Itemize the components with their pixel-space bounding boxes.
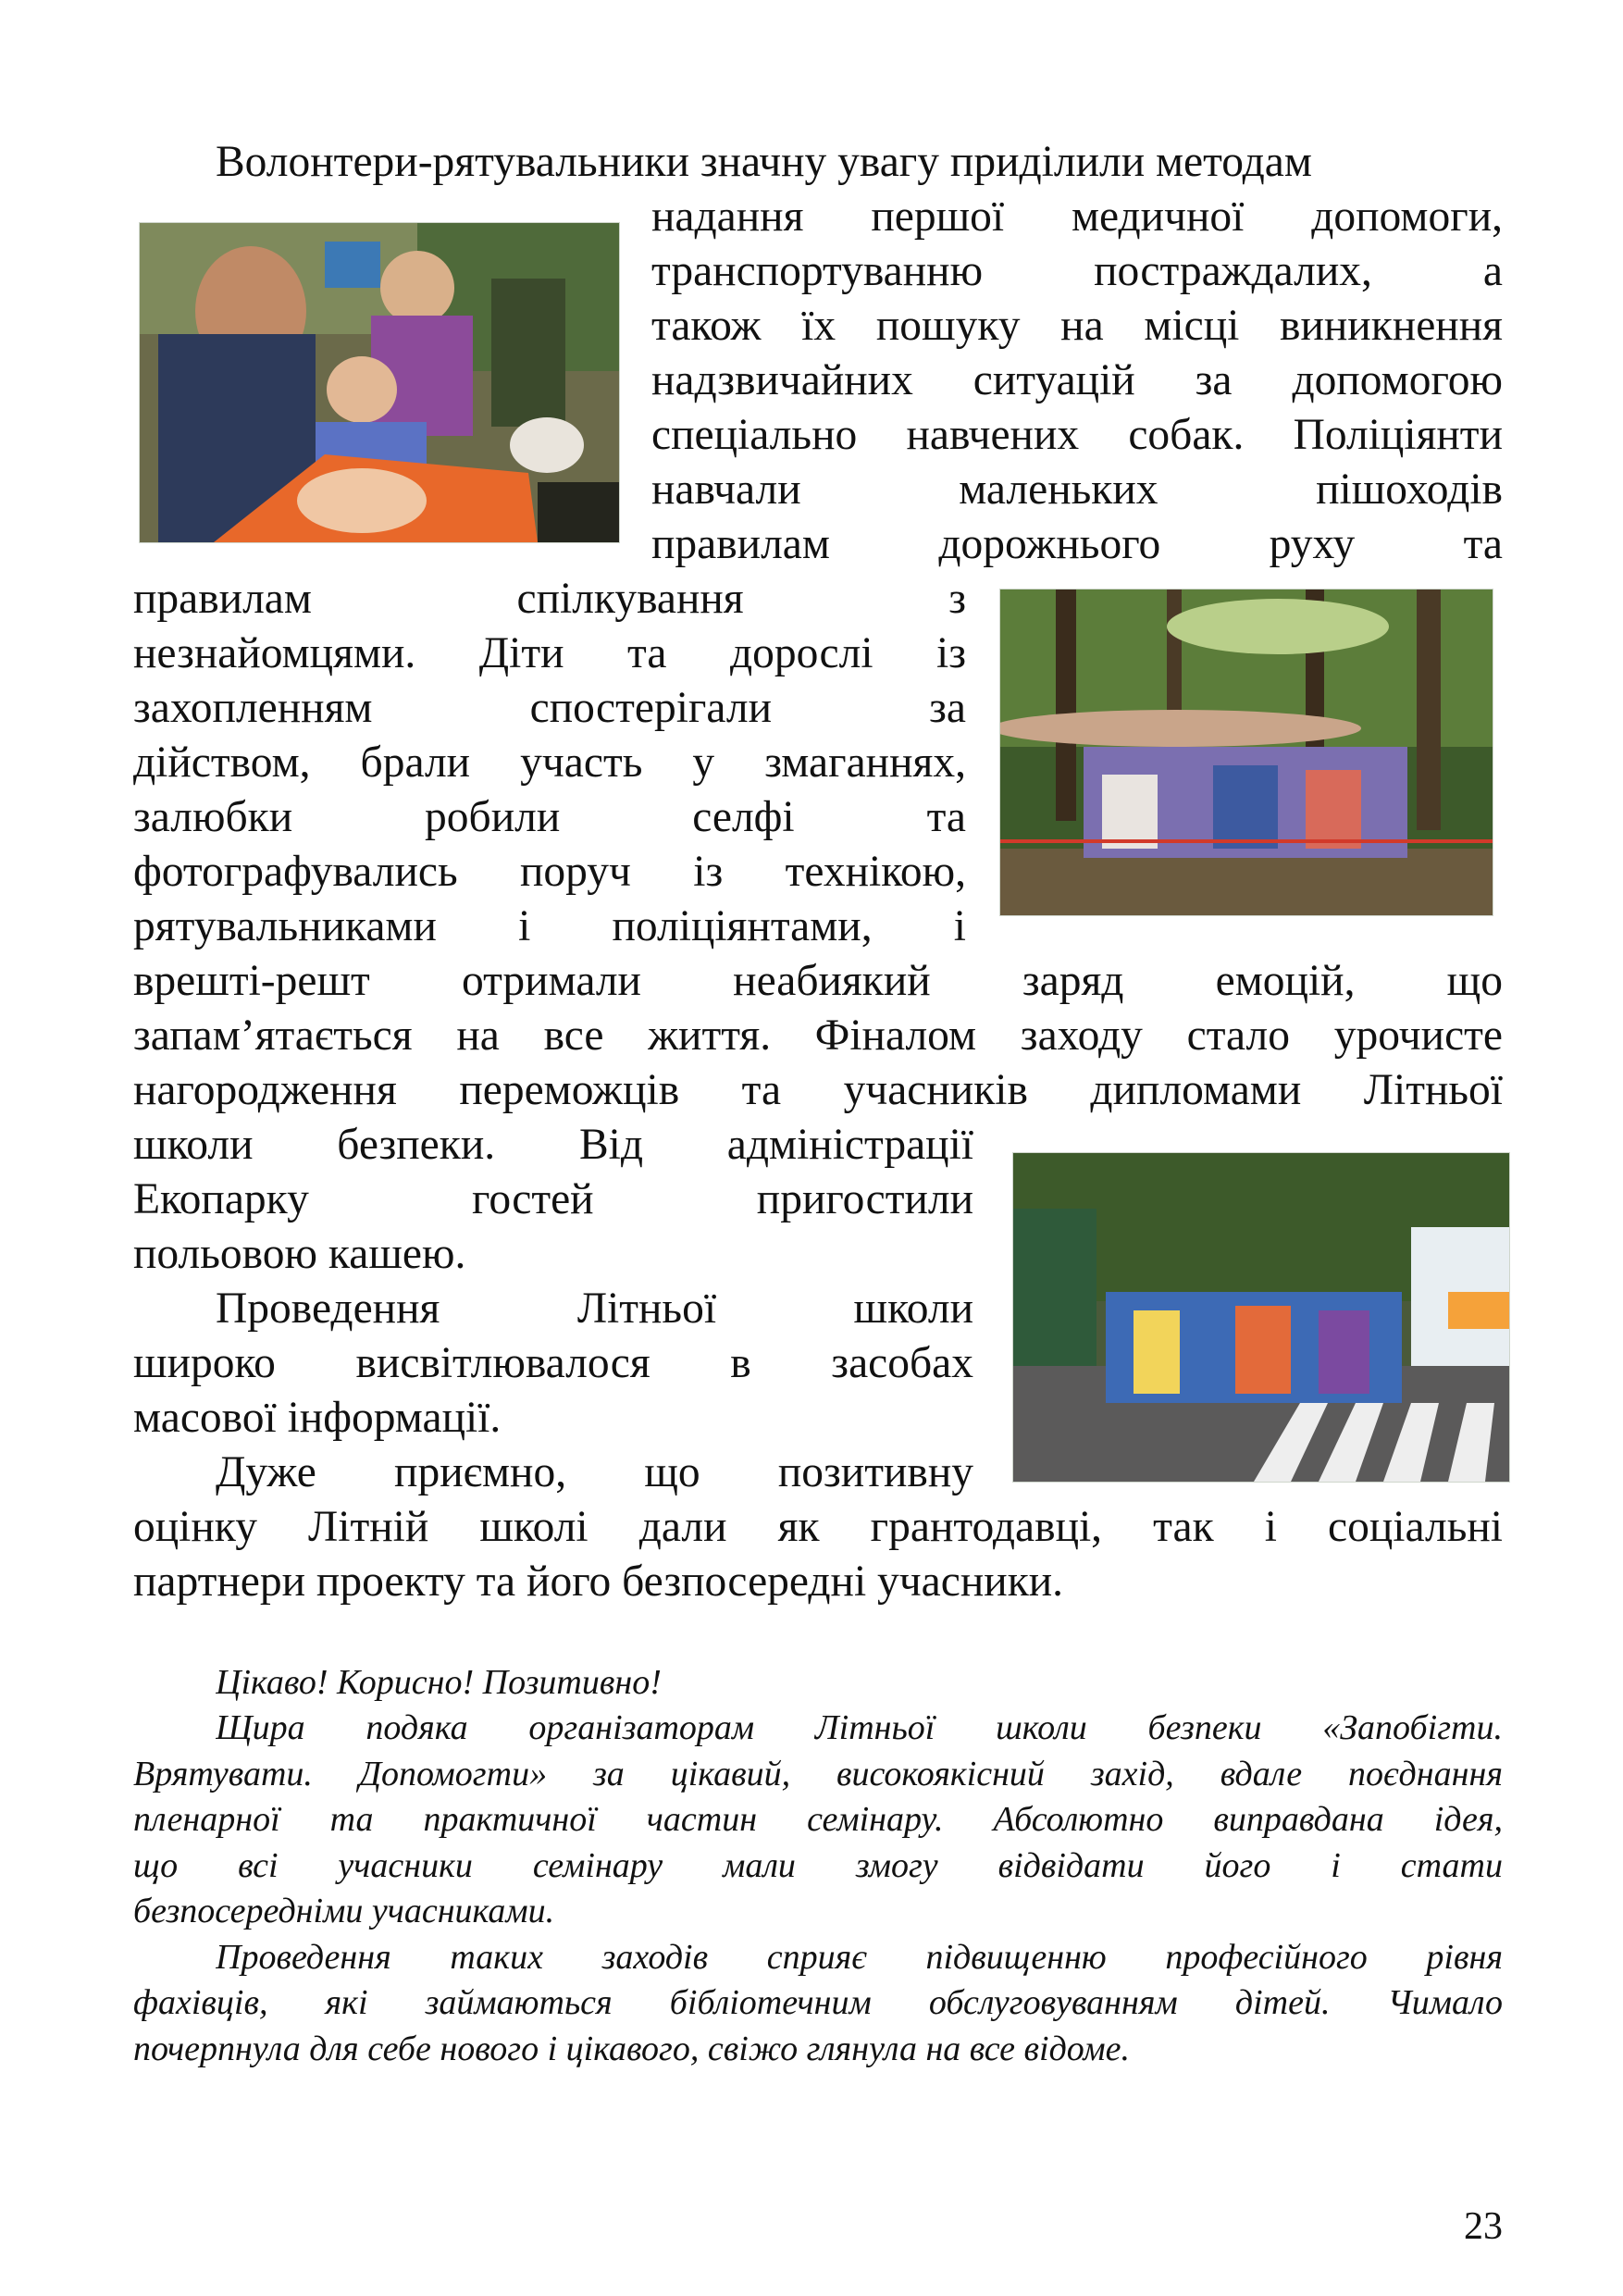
text-line: нагородження переможців та учасників дипломами Літньої	[133, 1066, 1503, 1114]
first-aid-training-photo	[139, 222, 620, 543]
text-line: надзвичайних ситуацій за допомогою	[651, 356, 1503, 404]
text-line: масової інформації.	[133, 1394, 502, 1442]
text-line: школи безпеки. Від адміністрації	[133, 1121, 973, 1169]
page-number: 23	[1464, 2205, 1503, 2248]
text-line: польовою кашею.	[133, 1230, 466, 1278]
text-line: Дуже приємно, що позитивну	[216, 1448, 973, 1496]
forest-group-photo	[999, 589, 1493, 916]
text-line: широко висвітлювалося в засобах	[133, 1339, 973, 1387]
text-line: правилам дорожнього руху та	[651, 520, 1503, 568]
text-line: Волонтери-рятувальники значну увагу приділили методам	[216, 138, 1312, 186]
quote-line: Цікаво! Корисно! Позитивно!	[216, 1663, 662, 1702]
quote-line: Врятувати. Допомогти» за цікавий, високоякісний захід, вдале поєднання	[133, 1755, 1503, 1793]
road-crossing-group-photo	[1012, 1152, 1510, 1483]
text-line: незнайомцями. Діти та дорослі із	[133, 629, 966, 677]
text-line: рятувальниками і поліціянтами, і	[133, 902, 966, 950]
text-line: захопленням спостерігали за	[133, 684, 966, 732]
text-line: також їх пошуку на місці виникнення	[651, 302, 1503, 350]
text-line: Проведення Літньої школи	[216, 1285, 973, 1333]
text-line: дійством, брали участь у змаганнях,	[133, 738, 966, 787]
text-line: правилам спілкування з	[133, 575, 966, 623]
text-line: транспортуванню постраждалих, а	[651, 247, 1503, 295]
text-line: Екопарку гостей пригостили	[133, 1175, 973, 1223]
quote-line: безпосередніми учасниками.	[133, 1892, 555, 1930]
quote-line: пленарної та практичної частин семінару. Абсолютно виправдана ідея,	[133, 1800, 1503, 1839]
text-line: навчали маленьких пішоходів	[651, 465, 1503, 514]
text-line: запам’ятається на все життя. Фіналом заходу стало урочисте	[133, 1011, 1503, 1060]
text-line: надання першої медичної допомоги,	[651, 192, 1503, 241]
quote-line: фахівців, які займаються бібліотечним обслуговуванням дітей. Чимало	[133, 1983, 1503, 2022]
text-line: спеціально навчених собак. Поліціянти	[651, 411, 1503, 459]
quote-line: почерпнула для себе нового і цікавого, свіжо глянула на все відоме.	[133, 2029, 1130, 2068]
quote-line: Проведення таких заходів сприяє підвищенню професійного рівня	[216, 1938, 1503, 1977]
text-line: врешті-решт отримали неабиякий заряд емоцій, що	[133, 957, 1503, 1005]
text-line: партнери проекту та його безпосередні учасники.	[133, 1558, 1064, 1606]
quote-line: що всі учасники семінару мали змогу відвідати його і стати	[133, 1846, 1503, 1885]
quote-line: Щира подяка організаторам Літньої школи безпеки «Запобігти.	[216, 1708, 1503, 1747]
text-line: фотографувались поруч із технікою,	[133, 848, 966, 896]
text-line: оцінку Літній школі дали як грантодавці, так і соціальні	[133, 1503, 1503, 1551]
text-line: залюбки робили селфі та	[133, 793, 966, 841]
